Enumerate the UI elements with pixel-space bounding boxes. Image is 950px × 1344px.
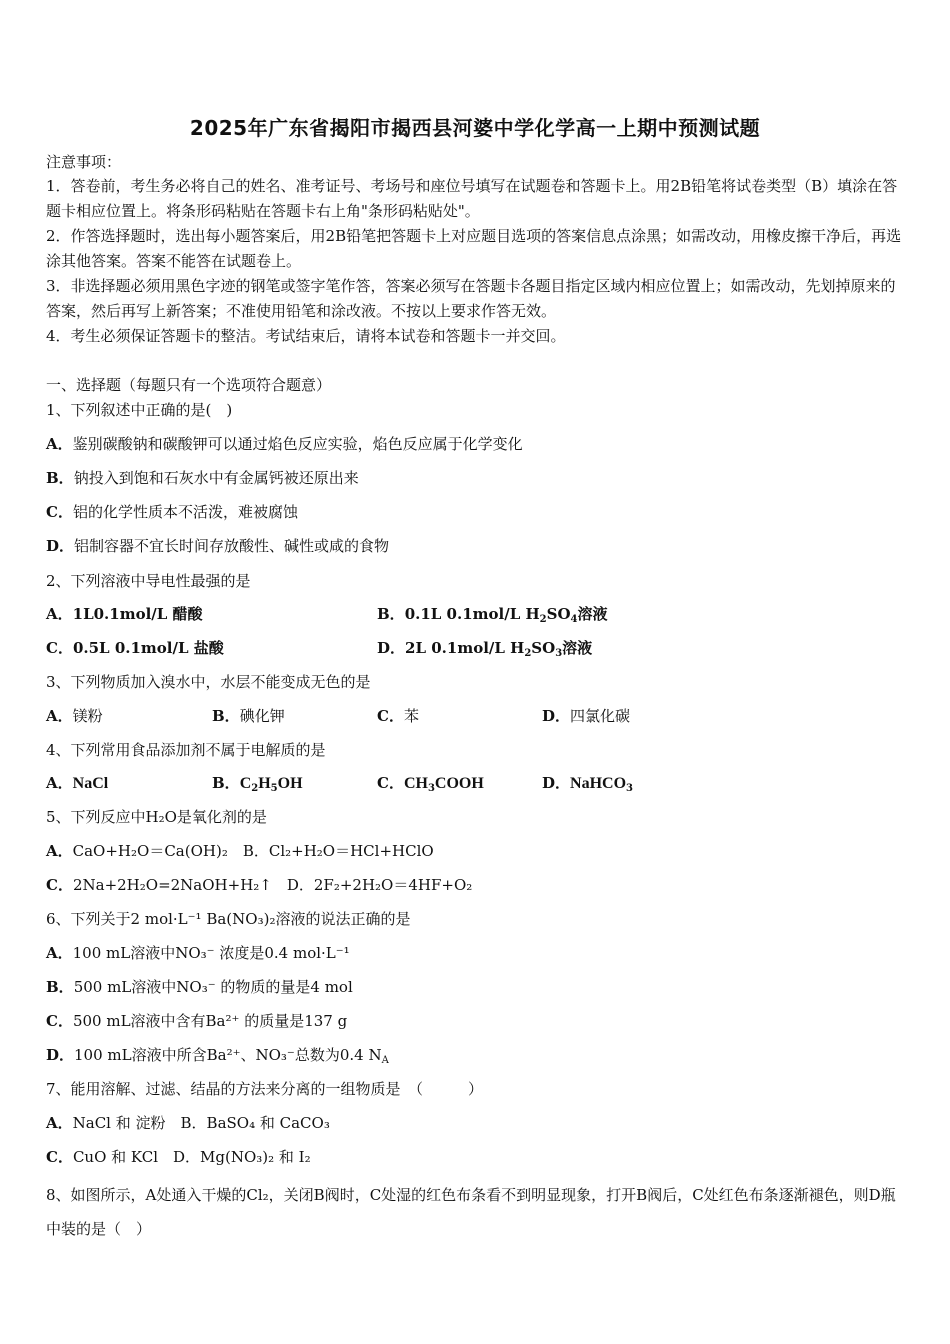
question-2-option-b xyxy=(377,604,608,624)
question-4-option-c xyxy=(377,773,484,794)
option-label: B． xyxy=(377,605,405,623)
subscript: 2 xyxy=(251,783,259,794)
option-text: 500 mL溶液中NO₃⁻ 的物质的量是4 mol xyxy=(73,978,353,996)
question-2-option-c xyxy=(46,638,224,658)
option-text: 鉴别碳酸钠和碳酸钾可以通过焰色反应实验，焰色反应属于化学变化 xyxy=(72,435,523,453)
question-6-option-b xyxy=(46,977,353,997)
formula-part: 0.1L 0.1mol/L H xyxy=(404,605,540,623)
option-text: 钠投入到饱和石灰水中有金属钙被还原出来 xyxy=(73,469,359,487)
question-1-stem: 1、下列叙述中正确的是( ) xyxy=(46,401,233,419)
option-label: B． xyxy=(46,978,74,996)
option-label: D． xyxy=(46,537,75,555)
subscript: A xyxy=(381,1055,389,1066)
option-text: NaCl 和 淀粉 B．BaSO₄ 和 CaCO₃ xyxy=(72,1114,330,1132)
question-6-option-d xyxy=(46,1045,389,1065)
question-1-option-d xyxy=(46,536,389,556)
option-label: D． xyxy=(377,639,406,657)
option-label: A． xyxy=(46,842,73,860)
option-text: NaCl xyxy=(72,775,109,792)
question-2-option-a xyxy=(46,604,203,624)
formula-part: SO xyxy=(546,605,571,623)
option-label: C． xyxy=(46,876,73,894)
option-label: B． xyxy=(212,774,240,792)
question-5-options-ab xyxy=(46,841,434,861)
question-4-stem: 4、下列常用食品添加剂不属于电解质的是 xyxy=(46,741,326,759)
option-label: A． xyxy=(46,707,73,725)
subscript: 2 xyxy=(539,614,547,625)
question-3-stem: 3、下列物质加入溴水中，水层不能变成无色的是 xyxy=(46,673,371,691)
option-text: CuO 和 KCl D．Mg(NO₃)₂ 和 I₂ xyxy=(72,1148,311,1166)
subscript: 4 xyxy=(570,614,578,625)
formula-part: SO xyxy=(531,639,556,657)
subscript: 2 xyxy=(524,648,532,659)
question-6-option-a xyxy=(46,943,350,963)
option-text: 0.5L 0.1mol/L 盐酸 xyxy=(72,639,224,657)
notice-heading: 注意事项： xyxy=(46,153,122,171)
option-text: 铝的化学性质本不活泼，难被腐蚀 xyxy=(72,503,298,521)
question-1-option-a xyxy=(46,434,523,454)
option-label: A． xyxy=(46,1114,73,1132)
option-text: 四氯化碳 xyxy=(570,707,631,725)
formula-part: C xyxy=(239,775,252,792)
notice-item-4: 4．考生必须保证答题卡的整洁。考试结束后，请将本试卷和答题卡一并交回。 xyxy=(46,327,566,345)
formula-part: 溶液 xyxy=(577,605,608,623)
question-6-option-c xyxy=(46,1011,347,1031)
question-5-stem: 5、下列反应中H₂O是氧化剂的是 xyxy=(46,808,267,826)
question-4-option-d xyxy=(542,773,633,794)
question-2-option-d xyxy=(377,638,592,658)
question-8-stem: 8、如图所示，A处通入干燥的Cl₂，关闭B阀时，C处湿的红色布条看不到明显现象，打开B阀后，C处红色布条逐渐褪色，则D瓶中装的是（ ） xyxy=(46,1186,896,1238)
option-label: A． xyxy=(46,944,73,962)
option-label: A． xyxy=(46,605,73,623)
option-label: C． xyxy=(46,1148,73,1166)
option-text: 铝制容器不宜长时间存放酸性、碱性或咸的食物 xyxy=(74,537,390,555)
option-text: 1L0.1mol/L 醋酸 xyxy=(72,605,203,623)
question-7-stem: 7、能用溶解、过滤、结晶的方法来分离的一组物质是 （ ） xyxy=(46,1080,484,1098)
notice-item-2: 2．作答选择题时，选出每小题答案后，用2B铅笔把答题卡上对应题目选项的答案信息点涂黑；如需改动，用橡皮擦干净后，再选涂其他答案。答案不能答在试题卷上。 xyxy=(46,227,902,270)
option-text: 镁粉 xyxy=(72,707,103,725)
question-4-option-a xyxy=(46,773,108,794)
question-5-options-cd xyxy=(46,875,472,895)
option-label: A． xyxy=(46,774,73,792)
question-1-option-c xyxy=(46,502,298,522)
formula-part: OH xyxy=(277,775,303,792)
option-label: B． xyxy=(212,707,240,725)
formula-part: NaHCO xyxy=(570,775,627,792)
option-label: C． xyxy=(377,707,404,725)
question-3-option-d xyxy=(542,706,630,726)
option-text: CaO+H₂O＝Ca(OH)₂ B．Cl₂+H₂O＝HCl+HClO xyxy=(72,842,434,860)
formula-part: CH xyxy=(403,775,428,792)
option-text: 2Na+2H₂O=2NaOH+H₂↑ D．2F₂+2H₂O＝4HF+O₂ xyxy=(72,876,473,894)
formula-part: 溶液 xyxy=(562,639,593,657)
subscript: 3 xyxy=(626,783,633,794)
option-label: C． xyxy=(46,503,73,521)
question-1-option-b xyxy=(46,468,359,488)
question-3-option-b xyxy=(212,706,285,726)
page-title: 2025年广东省揭阳市揭西县河婆中学化学高一上期中预测试题 xyxy=(189,116,761,140)
question-4-option-b xyxy=(212,773,303,794)
option-label: A． xyxy=(46,435,73,453)
question-7-options-cd xyxy=(46,1147,311,1167)
option-label: B． xyxy=(46,469,74,487)
question-6-stem: 6、下列关于2 mol·L⁻¹ Ba(NO₃)₂溶液的说法正确的是 xyxy=(46,910,411,928)
question-3-option-c xyxy=(377,706,419,726)
subscript: 3 xyxy=(427,783,435,794)
formula-part: COOH xyxy=(434,775,484,792)
question-3-option-a xyxy=(46,706,103,726)
formula-part: 2L 0.1mol/L H xyxy=(405,639,525,657)
option-text: 500 mL溶液中含有Ba²⁺ 的质量是137 g xyxy=(72,1012,348,1030)
question-7-options-ab xyxy=(46,1113,330,1133)
option-label: D． xyxy=(46,1046,75,1064)
option-text: 碘化钾 xyxy=(239,707,285,725)
option-text: 100 mL溶液中NO₃⁻ 浓度是0.4 mol·L⁻¹ xyxy=(72,944,350,962)
subscript: 3 xyxy=(555,648,563,659)
option-label: C． xyxy=(46,1012,73,1030)
option-text: 苯 xyxy=(403,707,419,725)
option-label: D． xyxy=(542,707,571,725)
option-label: C． xyxy=(46,639,73,657)
option-text: 100 mL溶液中所含Ba²⁺、NO₃⁻总数为0.4 N xyxy=(74,1046,382,1064)
section-heading: 一、选择题（每题只有一个选项符合题意） xyxy=(46,376,332,394)
formula-part: H xyxy=(258,775,271,792)
notice-item-3: 3．非选择题必须用黑色字迹的钢笔或签字笔作答，答案必须写在答题卡各题目指定区域内相应位置上；如需改动，先划掉原来的答案，然后再写上新答案；不准使用铅笔和涂改液。不按以上要求作答无效。 xyxy=(46,277,896,320)
option-label: D． xyxy=(542,774,571,792)
question-2-stem: 2、下列溶液中导电性最强的是 xyxy=(46,572,251,590)
option-label: C． xyxy=(377,774,404,792)
notice-item-1: 1．答卷前，考生务必将自己的姓名、准考证号、考场号和座位号填写在试题卷和答题卡上。用2B铅笔将试卷类型（B）填涂在答题卡相应位置上。将条形码粘贴在答题卡右上角"条形码粘贴处"。 xyxy=(46,177,898,220)
subscript: 5 xyxy=(270,783,278,794)
